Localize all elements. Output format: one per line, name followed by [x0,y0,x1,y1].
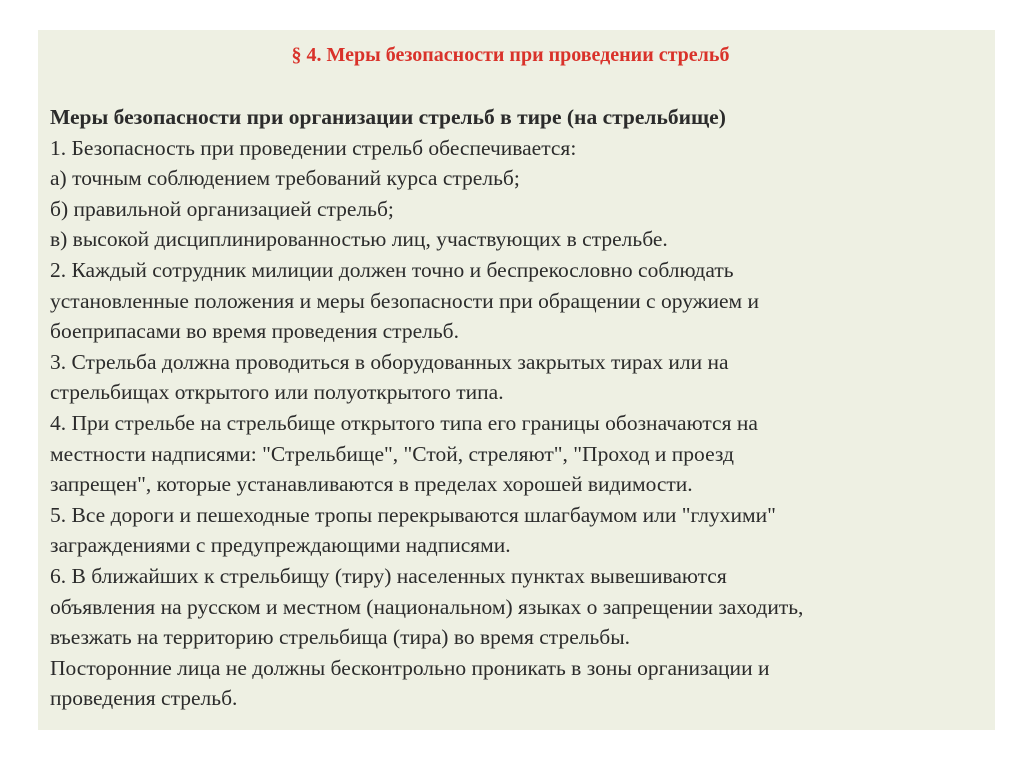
text-line: 5. Все дороги и пешеходные тропы перекрываются шлагбаумом или "глухими" [50,502,776,527]
text-line: 3. Стрельба должна проводиться в оборудованных закрытых тирах или на [50,349,729,374]
body-text [50,102,981,714]
text-line: проведения стрельб. [50,686,238,711]
content-panel [38,30,995,730]
text-line: Посторонние лица не должны бесконтрольно проникать в зоны организации и [50,655,770,680]
text-line: заграждениями с предупреждающими надписями. [50,533,511,558]
text-line: объявления на русском и местном (национальном) языках о запрещении заходить, [50,594,804,619]
text-line: б) правильной организацией стрельб; [50,196,394,221]
subtitle: Меры безопасности при организации стрельб в тире (на стрельбище) [50,105,726,129]
text-line: в) высокой дисциплинированностью лиц, участвующих в стрельбе. [50,227,668,252]
text-line: запрещен", которые устанавливаются в пределах хорошей видимости. [50,472,693,497]
text-line: стрельбищах открытого или полуоткрытого типа. [50,380,504,405]
text-line: 4. При стрельбе на стрельбище открытого типа его границы обозначаются на [50,410,758,435]
text-line: боеприпасами во время проведения стрельб. [50,319,459,344]
text-line: 2. Каждый сотрудник милиции должен точно и беспрекословно соблюдать [50,257,734,282]
text-line: 6. В ближайших к стрельбищу (тиру) населенных пунктах вывешиваются [50,563,727,588]
text-line: а) точным соблюдением требований курса стрельб; [50,166,520,191]
text-line: установленные положения и меры безопасности при обращении с оружием и [50,288,760,313]
text-line: въезжать на территорию стрельбища (тира) во время стрельбы. [50,625,631,650]
text-line: 1. Безопасность при проведении стрельб обеспечивается: [50,135,577,160]
section-title: § 4. Меры безопасности при проведении стрельб [291,44,730,66]
text-line: местности надписями: "Стрельбище", "Стой, стреляют", "Проход и проезд [50,441,734,466]
